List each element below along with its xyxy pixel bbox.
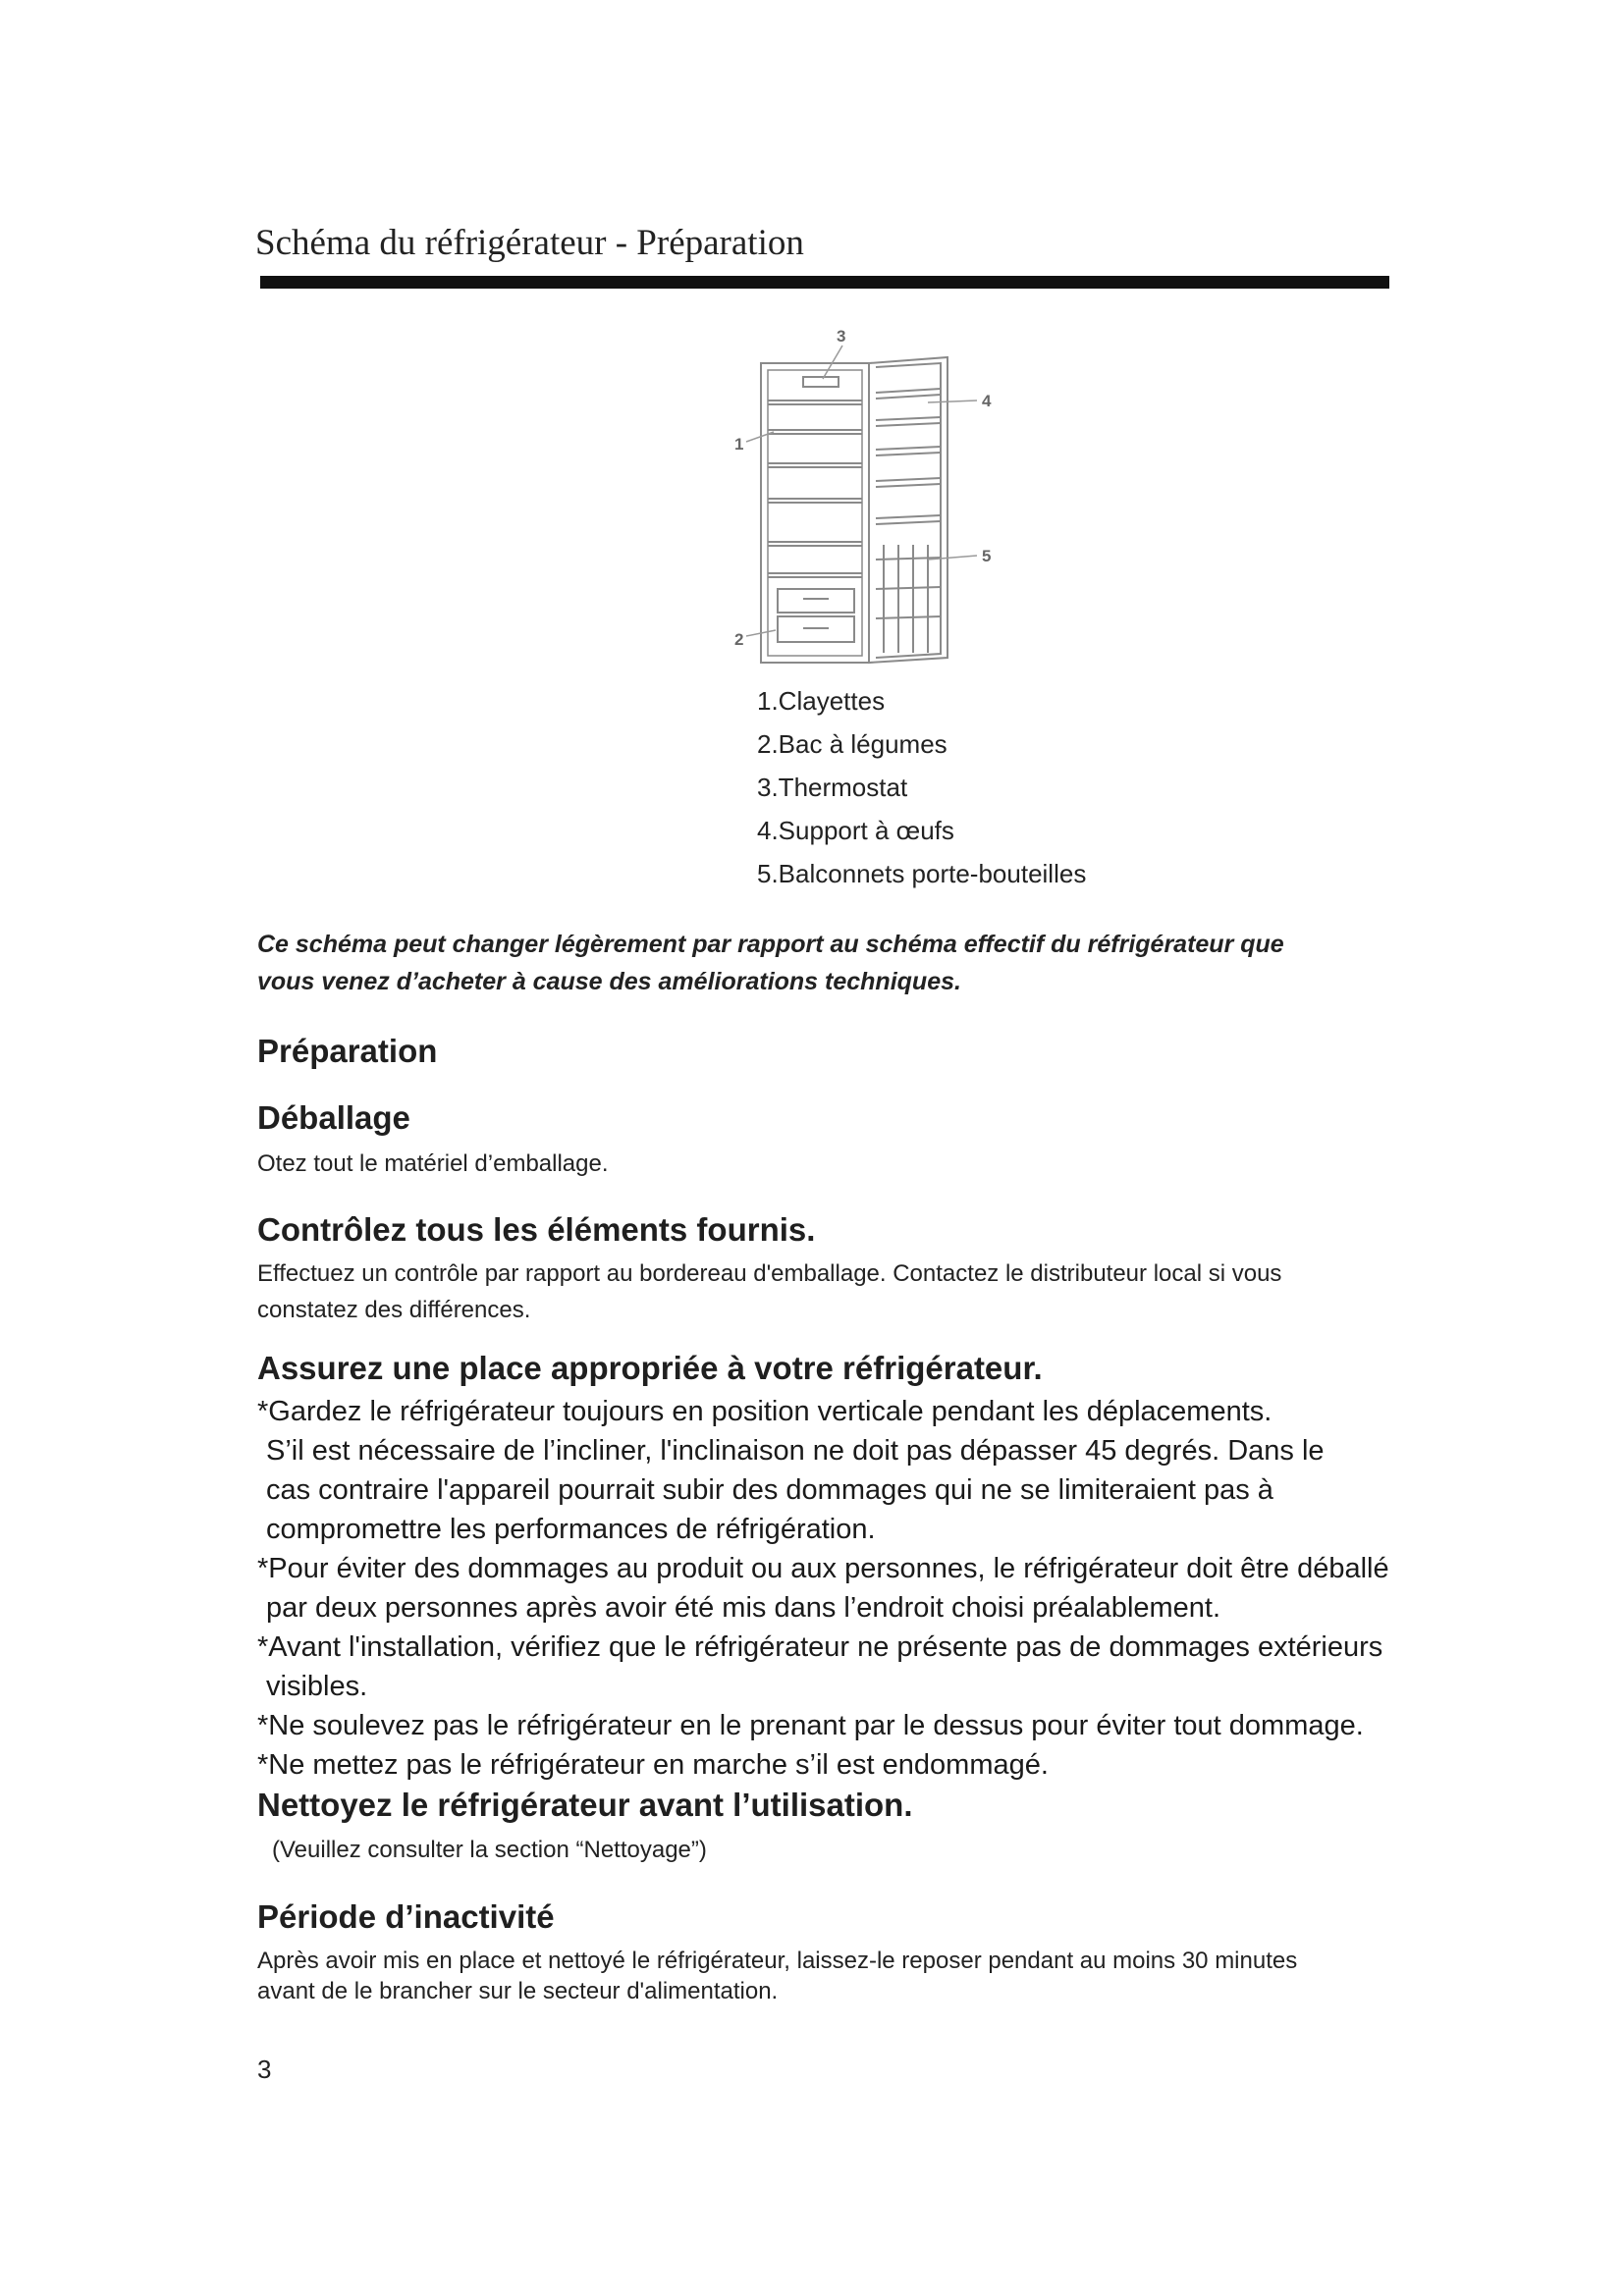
legend-item-egg-holder: 4.Support à œufs bbox=[757, 816, 954, 845]
disclaimer-line: vous venez d’acheter à cause des améliorations techniques. bbox=[257, 968, 961, 995]
legend-item-crisper: 2.Bac à légumes bbox=[757, 729, 947, 759]
page-header-title: Schéma du réfrigérateur - Préparation bbox=[255, 223, 804, 263]
callout-4: 4 bbox=[982, 392, 992, 410]
shelves bbox=[768, 400, 862, 577]
paragraph-line: avant de le brancher sur le secteur d'alimentation. bbox=[257, 1978, 779, 2004]
instruction-line: *Pour éviter des dommages au produit ou aux personnes, le réfrigérateur doit être déballé bbox=[257, 1553, 1389, 1584]
deballage-text bbox=[257, 1146, 609, 1182]
heading-controle: Contrôlez tous les éléments fournis. bbox=[257, 1211, 816, 1248]
callout-5: 5 bbox=[982, 547, 992, 565]
heading-place: Assurez une place appropriée à votre réfrigérateur. bbox=[257, 1350, 1043, 1386]
nettoyez-text bbox=[272, 1832, 707, 1868]
instruction-line: compromettre les performances de réfrigération. bbox=[266, 1514, 876, 1545]
paragraph-line: (Veuillez consulter la section “Nettoyage”) bbox=[272, 1837, 707, 1863]
instruction-line: *Ne soulevez pas le réfrigérateur en le prenant par le dessus pour éviter tout dommage. bbox=[257, 1710, 1364, 1741]
crisper-drawers bbox=[778, 589, 854, 642]
instruction-line: par deux personnes après avoir été mis dans l’endroit choisi préalablement. bbox=[266, 1592, 1221, 1624]
diagram-disclaimer bbox=[257, 926, 1396, 1000]
open-door bbox=[869, 357, 947, 663]
legend-item-thermostat: 3.Thermostat bbox=[757, 773, 908, 802]
paragraph-line: constatez des différences. bbox=[257, 1297, 531, 1323]
instruction-line: *Ne mettez pas le réfrigérateur en marche s’il est endommagé. bbox=[257, 1749, 1049, 1781]
legend-item-bottle-racks: 5.Balconnets porte-bouteilles bbox=[757, 859, 1087, 888]
legend-item-shelves: 1.Clayettes bbox=[757, 686, 886, 716]
heading-nettoyez: Nettoyez le réfrigérateur avant l’utilisation. bbox=[257, 1787, 913, 1823]
callout-3: 3 bbox=[837, 327, 846, 346]
callout-1: 1 bbox=[734, 435, 744, 454]
paragraph-line: Effectuez un contrôle par rapport au bordereau d'emballage. Contactez le distributeur local si vous bbox=[257, 1260, 1282, 1287]
instruction-line: S’il est nécessaire de l’incliner, l'inclinaison ne doit pas dépasser 45 degrés. Dans le bbox=[266, 1435, 1325, 1467]
paragraph-line: Otez tout le matériel d’emballage. bbox=[257, 1150, 609, 1177]
callout-2: 2 bbox=[734, 630, 744, 649]
inactivite-text bbox=[257, 1946, 1297, 2006]
header-rule bbox=[260, 276, 1389, 289]
diagram-legend bbox=[757, 679, 1086, 895]
instruction-line: *Avant l'installation, vérifiez que le réfrigérateur ne présente pas de dommages extérieurs bbox=[257, 1631, 1383, 1663]
controle-text bbox=[257, 1255, 1281, 1328]
heading-preparation: Préparation bbox=[257, 1033, 438, 1069]
instruction-line: cas contraire l'appareil pourrait subir des dommages qui ne se limiteraient pas à bbox=[266, 1474, 1273, 1506]
paragraph-line: Après avoir mis en place et nettoyé le réfrigérateur, laissez-le reposer pendant au moins 30 minutes bbox=[257, 1948, 1298, 1974]
place-instructions bbox=[257, 1392, 1389, 1785]
heading-deballage: Déballage bbox=[257, 1099, 410, 1136]
instruction-line: visibles. bbox=[266, 1671, 368, 1702]
heading-inactivite: Période d’inactivité bbox=[257, 1898, 555, 1935]
refrigerator-diagram bbox=[727, 324, 1021, 677]
thermostat-shape bbox=[803, 377, 839, 387]
instruction-line: *Gardez le réfrigérateur toujours en position verticale pendant les déplacements. bbox=[257, 1396, 1272, 1427]
page-number: 3 bbox=[257, 2055, 272, 2084]
disclaimer-line: Ce schéma peut changer légèrement par rapport au schéma effectif du réfrigérateur que bbox=[257, 931, 1284, 958]
